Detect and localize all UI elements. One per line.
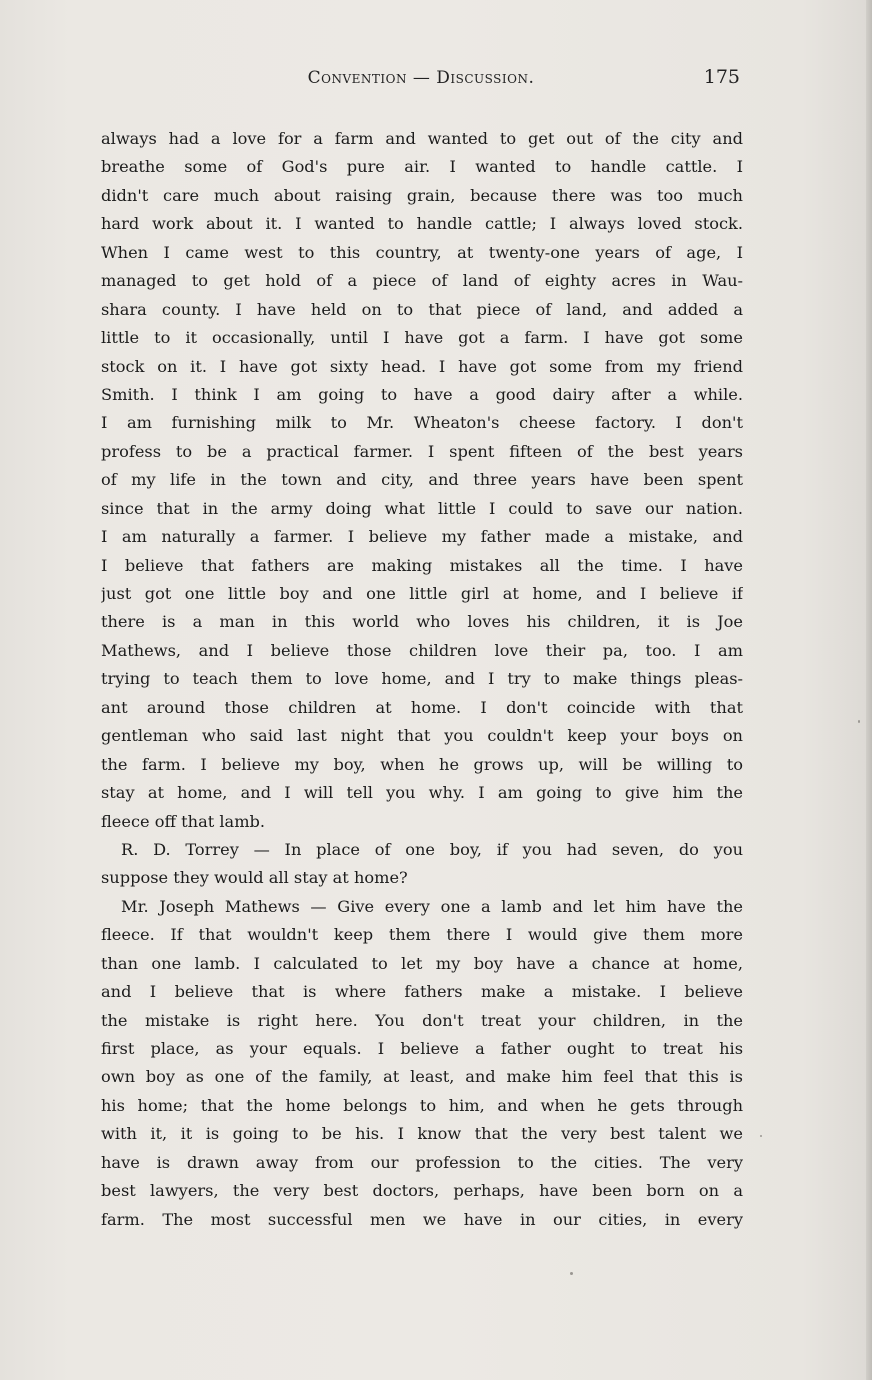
text-line: than one lamb. I calculated to let my boy have a chance at home, [101, 953, 743, 973]
text-line: I am furnishing milk to Mr. Wheaton's cheese factory. I don't [101, 413, 743, 433]
text-line: always had a love for a farm and wanted to get out of the city and [101, 129, 743, 148]
text-line: hard work about it. I wanted to handle cattle; I always loved stock. [101, 214, 743, 234]
paper-speck [858, 720, 860, 723]
text-line: breathe some of God's pure air. I wanted to handle cattle. I [101, 157, 743, 177]
text-line: and I believe that is where fathers make a mistake. I believe [101, 982, 743, 1002]
text-line: managed to get hold of a piece of land of eighty acres in Wau- [101, 271, 743, 291]
paper-speck [760, 1135, 762, 1137]
text-line: his home; that the home belongs to him, and when he gets through [101, 1095, 743, 1115]
text-line: shara county. I have held on to that piece of land, and added a [101, 299, 743, 319]
text-line: When I came west to this country, at twenty-one years of age, I [101, 242, 743, 262]
text-line: profess to be a practical farmer. I spent fifteen of the best years [101, 441, 743, 461]
text-line: R. D. Torrey — In place of one boy, if you had seven, do you [121, 839, 743, 859]
page-edge-shadow [866, 0, 872, 1380]
text-line: first place, as your equals. I believe a father ought to treat his [101, 1039, 743, 1058]
text-line: farm. The most successful men we have in our cities, in every [101, 1209, 743, 1229]
text-line: just got one little boy and one little girl at home, and I believe if [101, 584, 743, 603]
body-text [101, 125, 743, 1234]
text-line: of my life in the town and city, and three years have been spent [101, 470, 743, 490]
paper-speck [570, 1272, 573, 1275]
text-line: trying to teach them to love home, and I try to make things pleas- [101, 669, 743, 689]
text-line: Smith. I think I am going to have a good dairy after a while. [101, 384, 743, 404]
text-line: best lawyers, the very best doctors, perhaps, have been born on a [101, 1181, 743, 1201]
text-line: with it, it is going to be his. I know that the very best talent we [101, 1124, 743, 1144]
text-line: suppose they would all stay at home? [101, 868, 408, 888]
text-line: the mistake is right here. You don't treat your children, in the [101, 1010, 743, 1030]
text-line: ant around those children at home. I don't coincide with that [101, 697, 743, 717]
text-line: didn't care much about raising grain, because there was too much [101, 185, 743, 205]
text-line: Mathews, and I believe those children love their pa, too. I am [101, 640, 743, 660]
text-line: there is a man in this world who loves his children, it is Joe [101, 612, 743, 632]
text-line: Mr. Joseph Mathews — Give every one a lamb and let him have the [121, 896, 743, 916]
text-line: have is drawn away from our profession to the cities. The very [101, 1152, 743, 1172]
page-number: 175 [703, 66, 740, 88]
text-line: fleece. If that wouldn't keep them there I would give them more [101, 925, 743, 945]
running-head [100, 68, 742, 98]
running-head-title: Convention — Discussion. [307, 68, 535, 88]
text-line: since that in the army doing what little I could to save our nation. [101, 498, 743, 518]
text-line: own boy as one of the family, at least, and make him feel that this is [101, 1067, 743, 1087]
text-line: I am naturally a farmer. I believe my father made a mistake, and [101, 527, 743, 547]
text-line: the farm. I believe my boy, when he grows up, will be willing to [101, 754, 743, 774]
text-line: stay at home, and I will tell you why. I am going to give him the [101, 783, 743, 803]
text-line: I believe that fathers are making mistakes all the time. I have [101, 555, 743, 575]
text-line: little to it occasionally, until I have got a farm. I have got some [101, 328, 743, 348]
text-line: fleece off that lamb. [101, 811, 266, 831]
text-line: gentleman who said last night that you couldn't keep your boys on [101, 726, 743, 746]
text-line: stock on it. I have got sixty head. I have got some from my friend [101, 356, 743, 376]
